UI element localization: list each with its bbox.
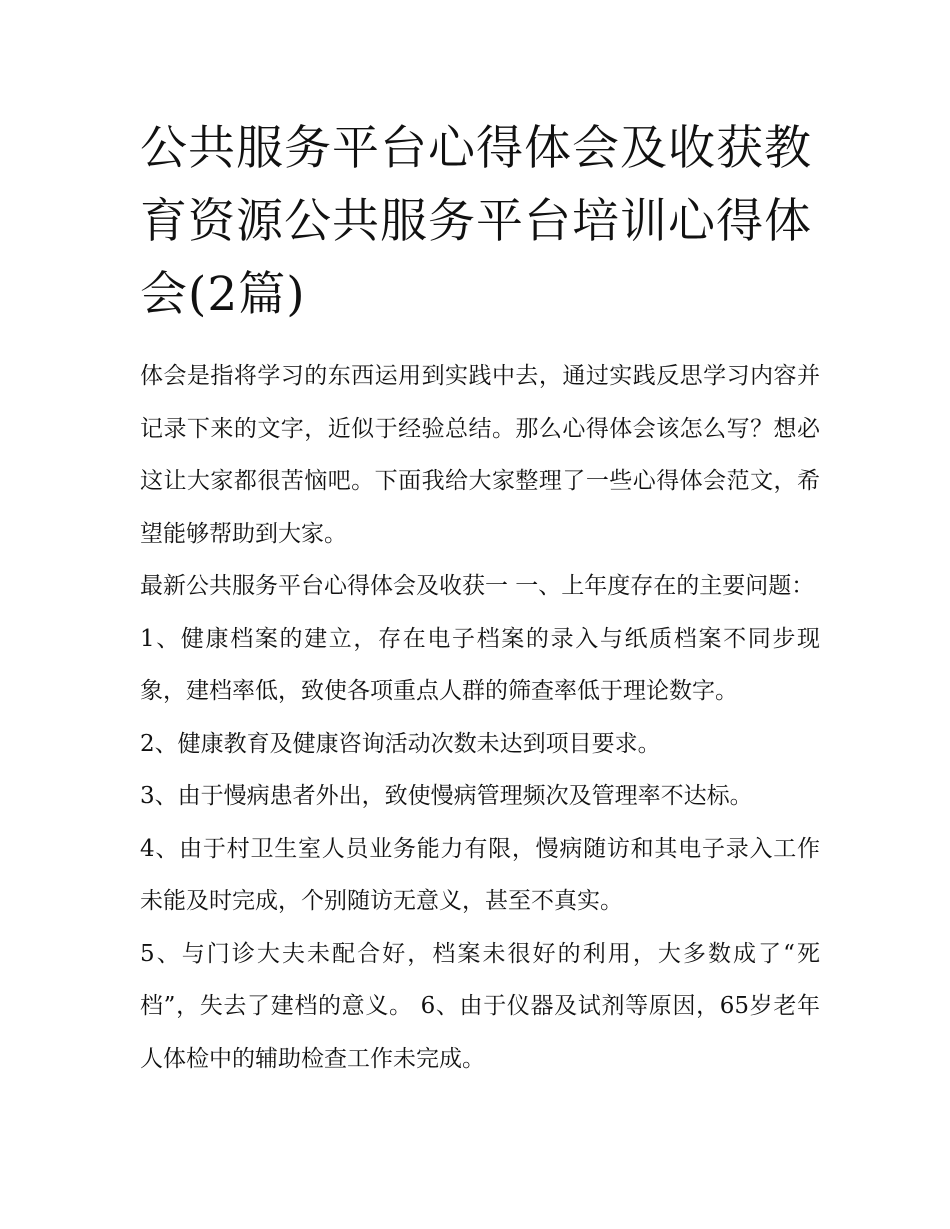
list-item-1: 1、健康档案的建立，存在电子档案的录入与纸质档案不同步现象，建档率低，致使各项重点人群的筛查率低于理论数字。 [140, 625, 820, 704]
list-item-3: 3、由于慢病患者外出，致使慢病管理频次及管理率不达标。 [140, 783, 753, 809]
list-item-4: 4、由于村卫生室人员业务能力有限，慢病随访和其电子录入工作未能及时完成，个别随访无意义，甚至不真实。 [140, 835, 820, 914]
document-body [140, 350, 820, 1085]
list-item-2: 2、健康教育及健康咨询活动次数未达到项目要求。 [140, 730, 661, 757]
document-title: 公共服务平台心得体会及收获教育资源公共服务平台培训心得体会(2篇) [140, 121, 812, 322]
list-item-5: 5、与门诊大夫未配合好，档案未很好的利用，大多数成了“死档”，失去了建档的意义。 6、由于仪器及试剂等原因，65岁老年人体检中的辅助检查工作未完成。 [140, 940, 820, 1072]
section-heading-paragraph: 最新公共服务平台心得体会及收获一 一、上年度存在的主要问题： [140, 573, 815, 599]
intro-paragraph: 体会是指将学习的东西运用到实践中去，通过实践反思学习内容并记录下来的文字，近似于经验总结。那么心得体会该怎么写？想必这让大家都很苦恼吧。下面我给大家整理了一些心得体会范文，希望能够帮助到大家。 [140, 363, 820, 547]
